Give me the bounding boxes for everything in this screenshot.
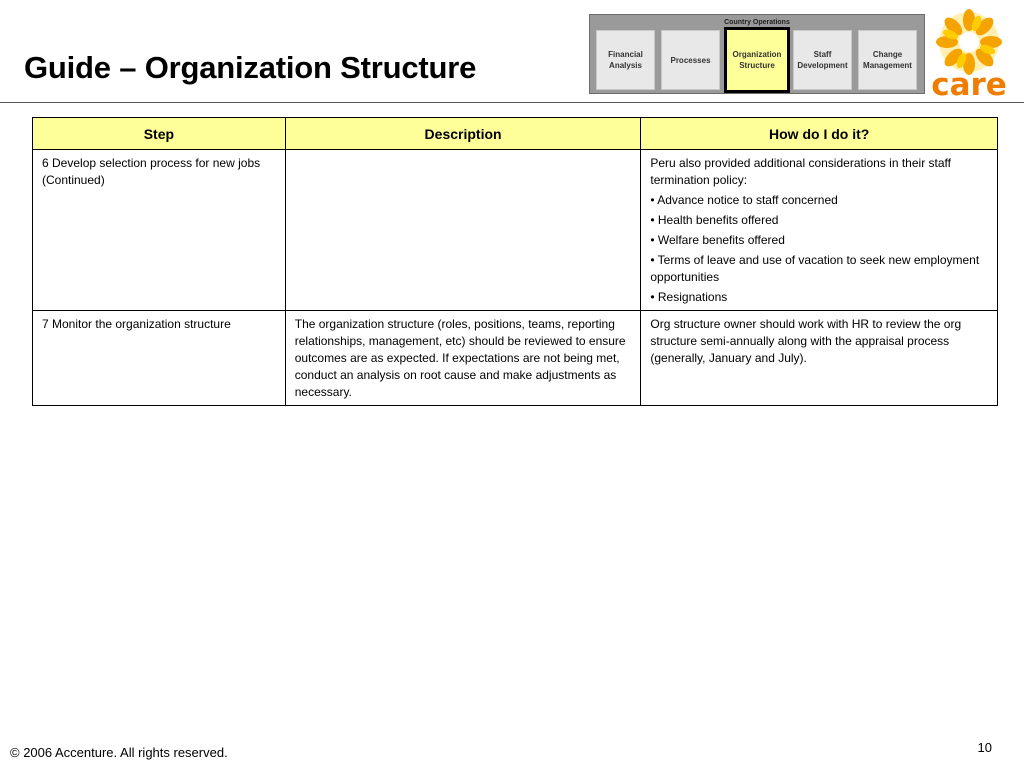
bullet-item: • Health benefits offered [650, 213, 779, 227]
section-navigator [589, 14, 925, 94]
nav-item-organization-structure[interactable]: Organization Structure [724, 27, 790, 93]
step-cell: 7 Monitor the organization structure [33, 311, 286, 406]
care-hands-emblem-icon [936, 9, 1002, 75]
column-header-step: Step [33, 118, 286, 150]
table-header-row [33, 118, 998, 150]
column-header-description: Description [285, 118, 641, 150]
guide-table [32, 117, 998, 406]
step-cell: 6 Develop selection process for new jobs (Continued) [33, 150, 286, 311]
how-intro-text: Org structure owner should work with HR to review the org structure semi-annually along with the appraisal process (generally, January and July). [650, 317, 962, 365]
table-row [33, 311, 998, 406]
nav-item-financial-analysis[interactable]: Financial Analysis [596, 30, 655, 90]
title-divider [0, 102, 1024, 103]
nav-item-staff-development[interactable]: Staff Development [793, 30, 852, 90]
bullet-item: • Advance notice to staff concerned [650, 193, 838, 207]
nav-item-processes[interactable]: Processes [661, 30, 720, 90]
bullet-item: • Terms of leave and use of vacation to seek new employment opportunities [650, 253, 980, 284]
bullet-item: • Resignations [650, 290, 728, 304]
how-cell [641, 311, 998, 406]
page-title: Guide – Organization Structure [24, 50, 477, 85]
description-cell: The organization structure (roles, positions, teams, reporting relationships, management, etc) should be reviewed to ensure outcomes are as expected. If expectations are not being met, conduct an analysis on root cause and make adjustments as necessary. [285, 311, 641, 406]
table-row [33, 150, 998, 311]
how-cell [641, 150, 998, 311]
care-wordmark: care [931, 67, 1007, 100]
description-cell [285, 150, 641, 311]
column-header-how: How do I do it? [641, 118, 998, 150]
bullet-item: • Welfare benefits offered [650, 233, 785, 247]
copyright-notice: © 2006 Accenture. All rights reserved. [10, 745, 228, 760]
page-number: 10 [977, 740, 992, 755]
nav-item-change-management[interactable]: Change Management [858, 30, 917, 90]
care-logo [928, 6, 1010, 100]
nav-title: Country Operations [724, 19, 790, 26]
how-intro-text: Peru also provided additional considerations in their staff termination policy: [650, 156, 951, 187]
